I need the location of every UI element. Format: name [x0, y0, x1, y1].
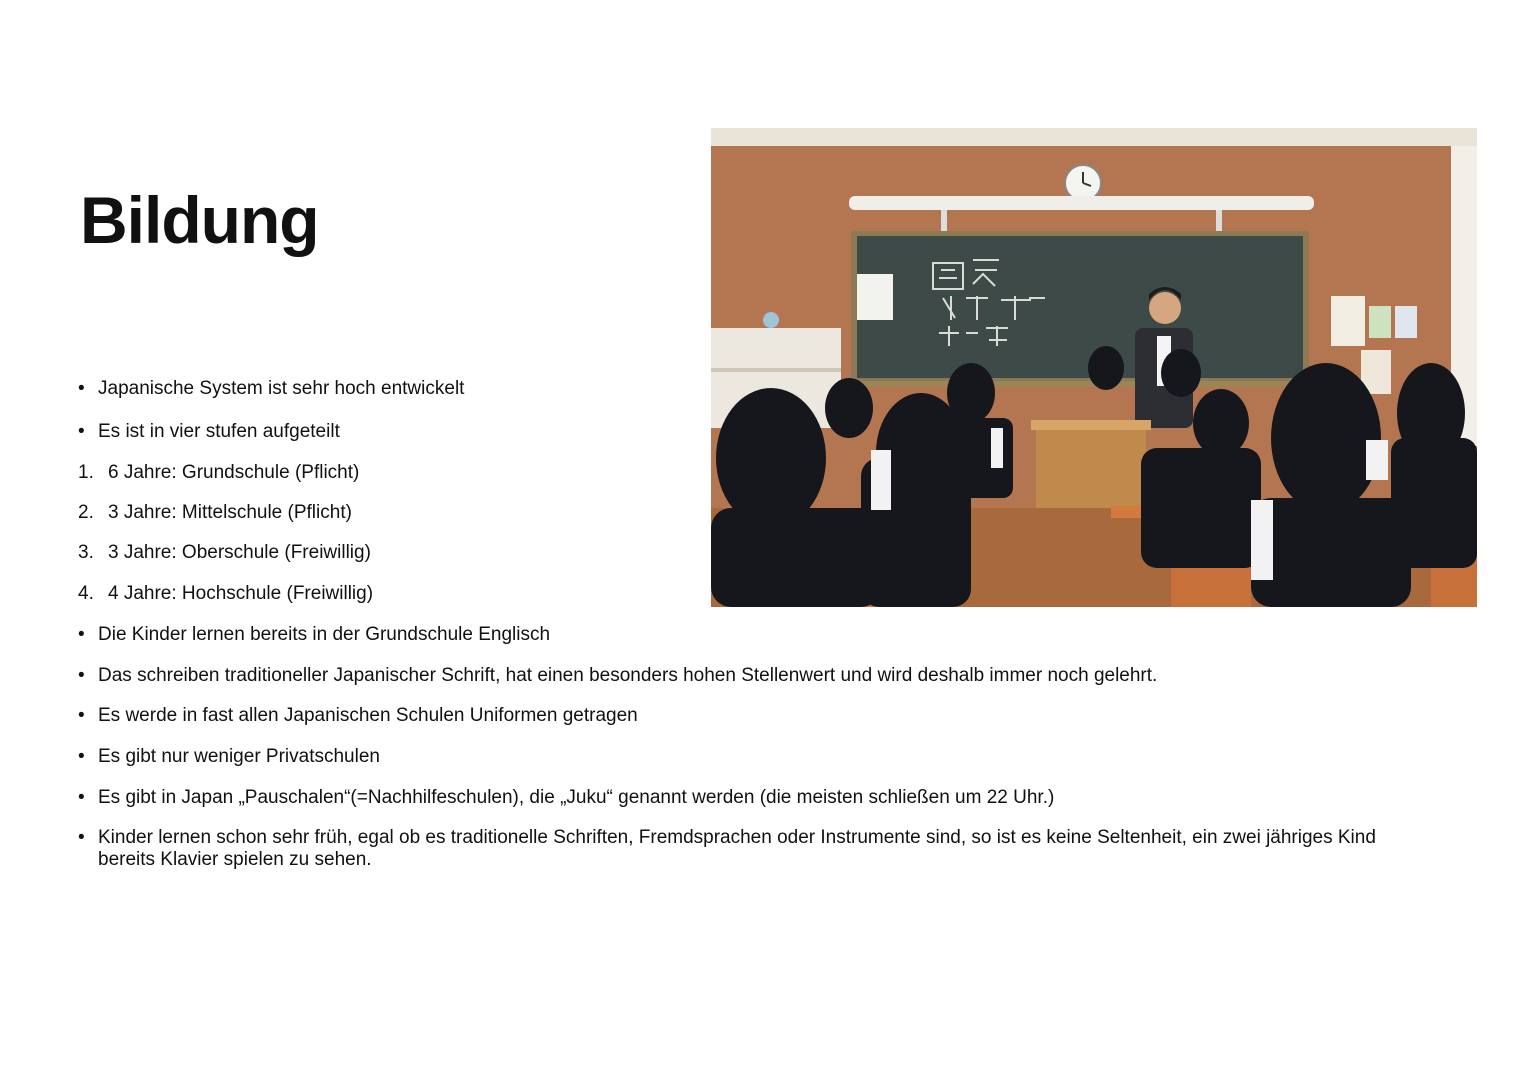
list-item-text: 3 Jahre: Mittelschule (Pflicht)	[108, 502, 352, 523]
list-item-text: Kinder lernen schon sehr früh, egal ob es traditionelle Schriften, Fremdsprachen oder Instrumente sind, so ist es keine Seltenheit, ein zwei jähriges Kind bereits Klavier spielen zu sehen.	[98, 827, 1376, 870]
list-item-text: 4 Jahre: Hochschule (Freiwillig)	[108, 583, 374, 604]
list-item-text: Es gibt in Japan „Pauschalen“(=Nachhilfeschulen), die „Juku“ genannt werden (die meisten schließen um 22 Uhr.)	[98, 787, 1055, 808]
bullet: •	[78, 787, 85, 808]
list-item	[78, 542, 371, 564]
list-item	[78, 705, 638, 727]
list-item	[78, 378, 464, 400]
bullet: •	[78, 421, 85, 442]
bullet: •	[78, 665, 85, 686]
list-item	[78, 421, 340, 443]
list-item-text: Das schreiben traditioneller Japanischer Schrift, hat einen besonders hohen Stellenwert und wird deshalb immer noch gelehrt.	[98, 665, 1158, 686]
list-item-text: Die Kinder lernen bereits in der Grundschule Englisch	[98, 624, 551, 645]
list-item-text: Es werde in fast allen Japanischen Schulen Uniformen getragen	[98, 705, 638, 726]
bullet: •	[78, 624, 85, 645]
slide-title: Bildung	[80, 183, 319, 257]
list-item	[78, 583, 373, 605]
list-item-text: Es ist in vier stufen aufgeteilt	[98, 421, 340, 442]
classroom-photo	[711, 128, 1477, 607]
list-number: 4.	[78, 583, 94, 604]
list-number: 3.	[78, 542, 94, 563]
bullet: •	[78, 378, 85, 399]
bullet: •	[78, 827, 85, 848]
list-item-text: Japanische System ist sehr hoch entwickelt	[98, 378, 465, 399]
list-item	[78, 624, 550, 646]
list-item	[78, 665, 1157, 687]
bullet: •	[78, 746, 85, 767]
list-item	[78, 827, 1438, 871]
list-item	[78, 462, 359, 484]
list-number: 1.	[78, 462, 94, 483]
list-item-text: Es gibt nur weniger Privatschulen	[98, 746, 380, 767]
list-item	[78, 787, 1054, 809]
list-item-text: 3 Jahre: Oberschule (Freiwillig)	[108, 542, 371, 563]
list-number: 2.	[78, 502, 94, 523]
bullet: •	[78, 705, 85, 726]
list-item-text: 6 Jahre: Grundschule (Pflicht)	[108, 462, 360, 483]
list-item	[78, 746, 380, 768]
list-item	[78, 502, 352, 524]
